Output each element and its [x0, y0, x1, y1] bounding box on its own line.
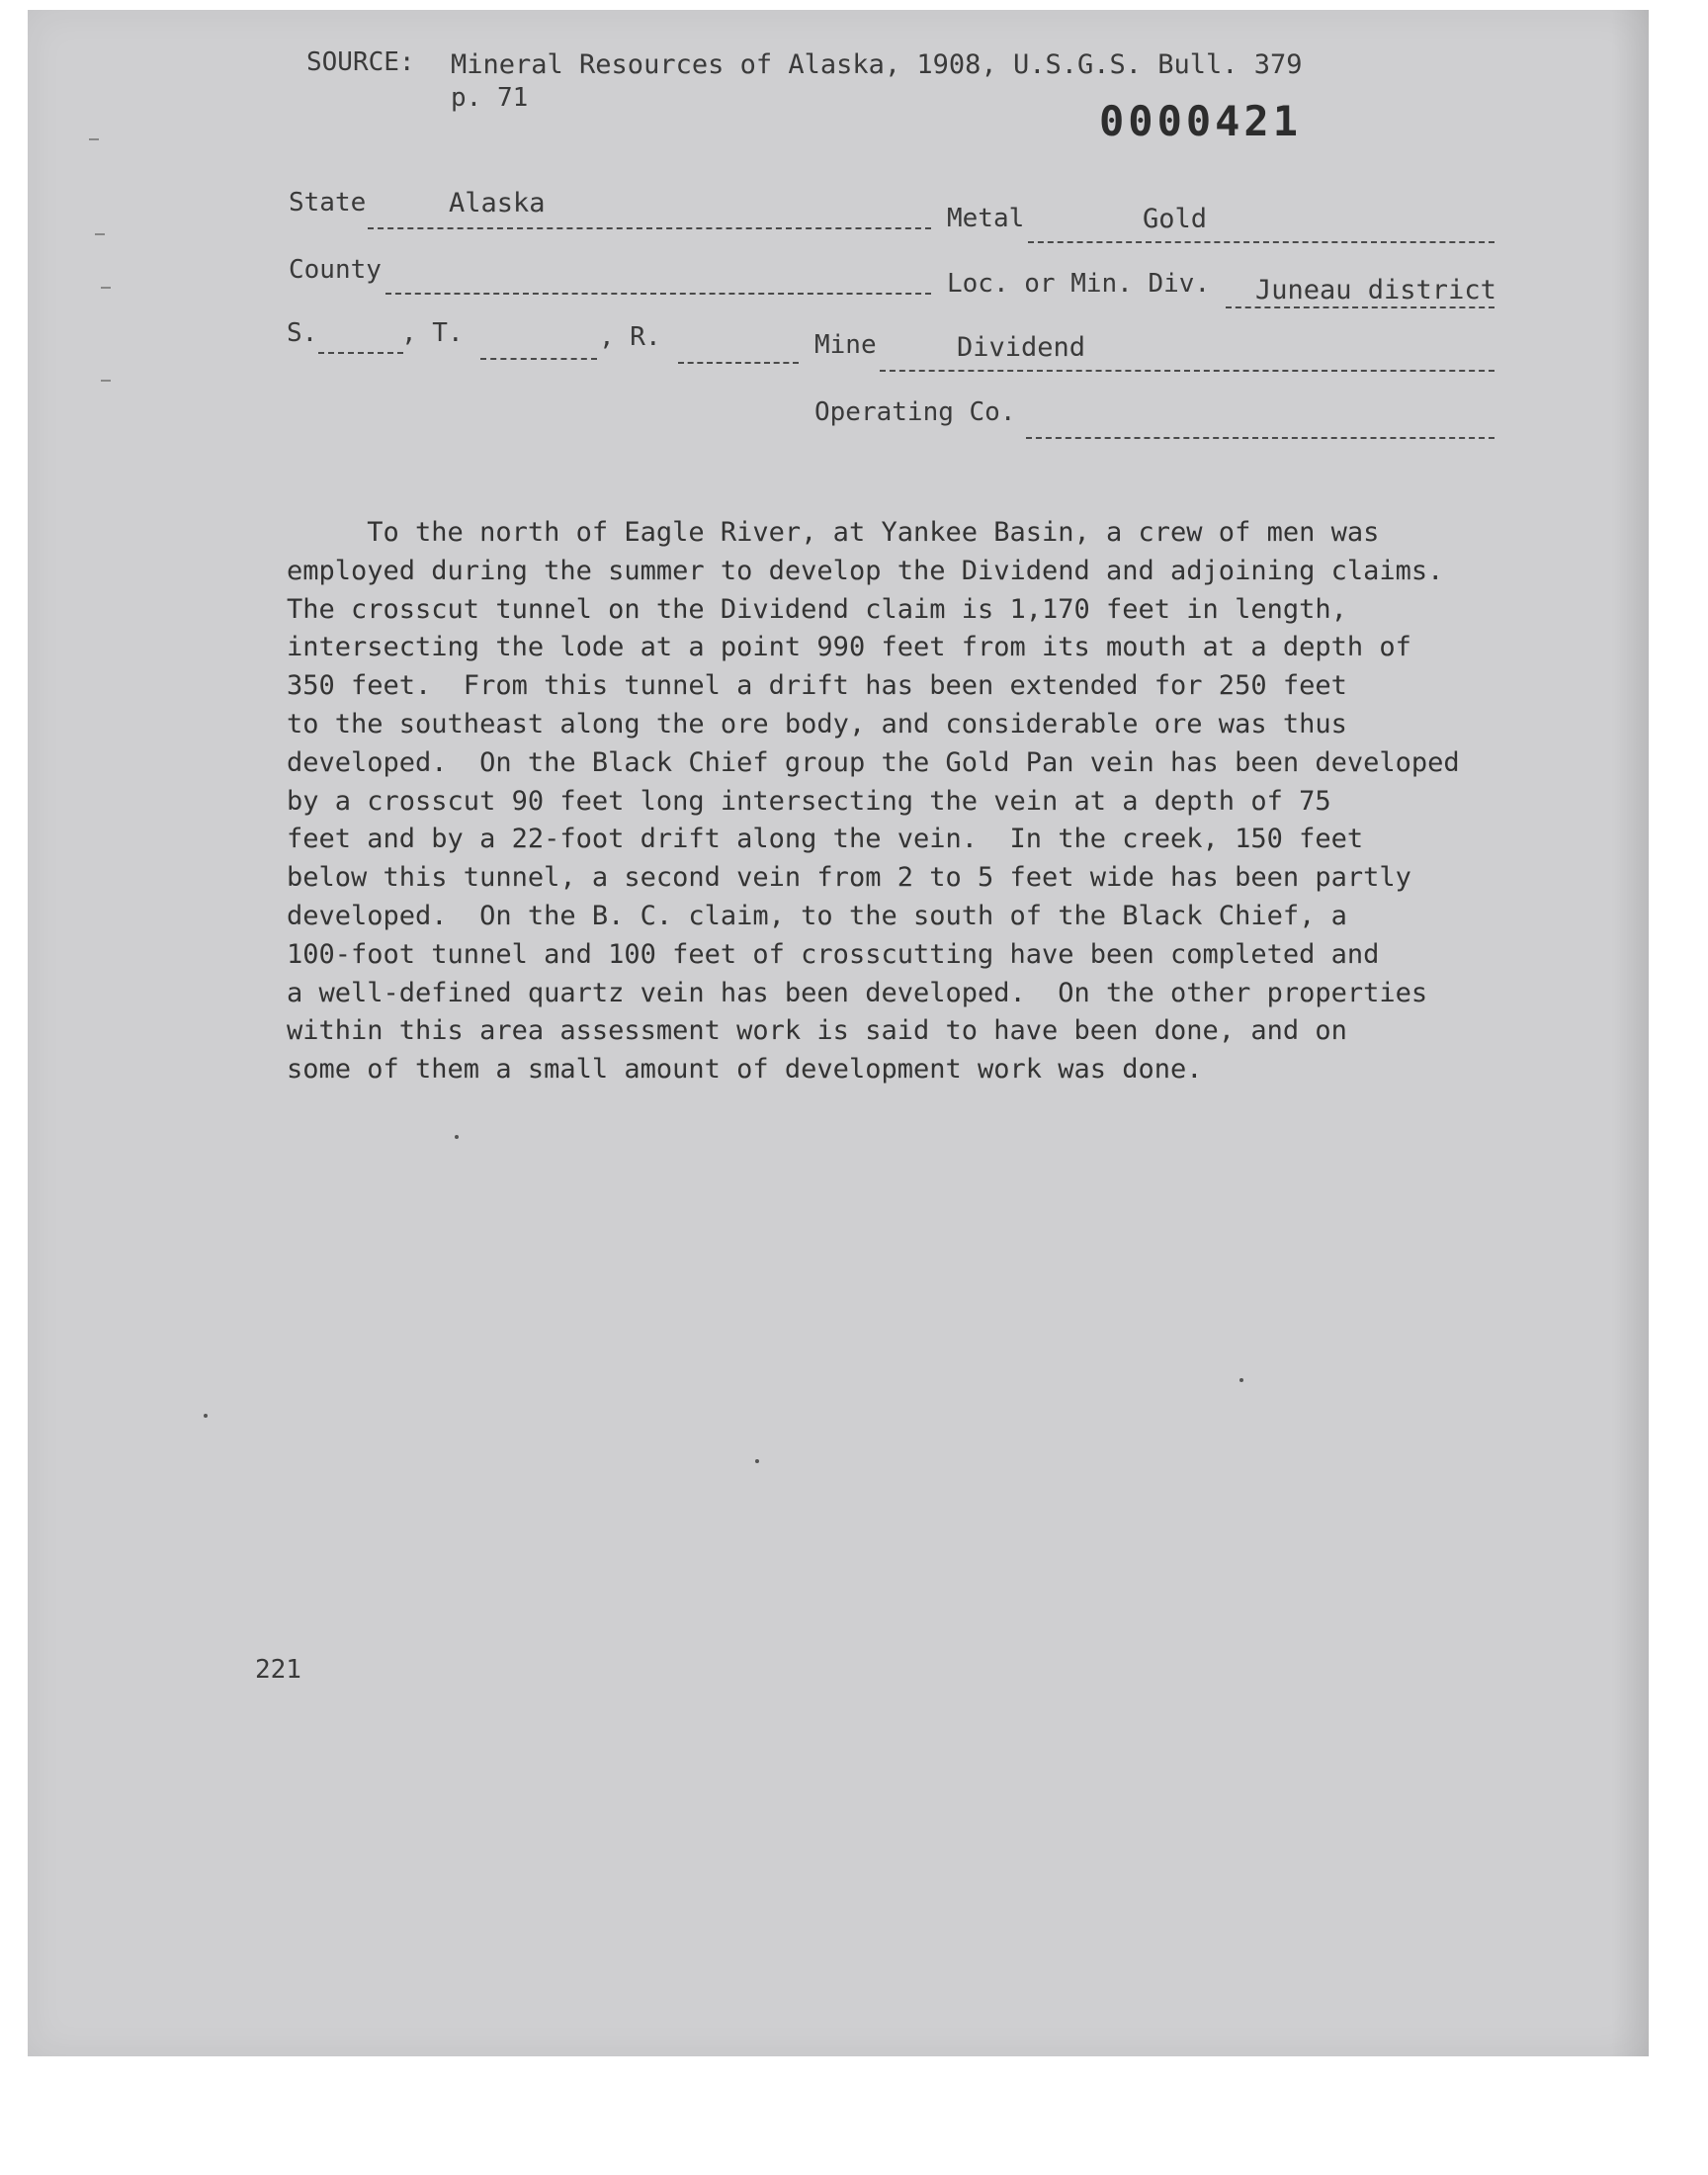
body-line: 350 feet. From this tunnel a drift has been extended for 250 feet	[287, 670, 1347, 702]
margin-mark	[89, 138, 99, 140]
range-label: , R.	[599, 322, 661, 352]
body-line: by a crosscut 90 feet long intersecting the vein at a depth of 75	[287, 785, 1331, 817]
source-page: p. 71	[451, 83, 529, 113]
body-paragraph	[287, 514, 1502, 1089]
county-label: County	[289, 255, 382, 285]
township-underline	[480, 358, 597, 360]
section-label: S.	[287, 318, 318, 348]
body-line: developed. On the Black Chief group the Gold Pan vein has been developed	[287, 746, 1460, 778]
page-number: 221	[255, 1655, 301, 1685]
mine-label: Mine	[814, 330, 877, 360]
margin-mark	[101, 380, 111, 382]
state-label: State	[289, 188, 367, 218]
body-line: within this area assessment work is said to have been done, and on	[287, 1015, 1347, 1047]
paper-speck	[455, 1135, 459, 1139]
body-line: The crosscut tunnel on the Dividend claim is 1,170 feet in length,	[287, 593, 1347, 625]
metal-value: Gold	[1143, 204, 1208, 234]
document-number-stamp: 0000421	[1099, 97, 1303, 145]
county-underline	[385, 293, 931, 295]
body-line: below this tunnel, a second vein from 2 to 5 feet wide has been partly	[287, 862, 1411, 894]
body-line: to the southeast along the ore body, and considerable ore was thus	[287, 708, 1347, 740]
source-citation: Mineral Resources of Alaska, 1908, U.S.G.S. Bull. 379	[451, 49, 1303, 80]
state-underline	[368, 227, 931, 229]
metal-underline	[1028, 241, 1494, 243]
body-line: intersecting the lode at a point 990 feet from its mouth at a depth of	[287, 632, 1411, 663]
paper-speck	[204, 1414, 208, 1418]
loc-underline	[1226, 306, 1494, 308]
state-value: Alaska	[449, 188, 546, 218]
paper-speck	[1239, 1378, 1243, 1382]
body-line: a well-defined quartz vein has been developed. On the other properties	[287, 977, 1428, 1008]
mine-value: Dividend	[957, 332, 1086, 363]
township-label: , T.	[401, 318, 464, 348]
mine-underline	[880, 370, 1494, 372]
body-line: employed during the summer to develop the Dividend and adjoining claims.	[287, 555, 1444, 586]
body-line: feet and by a 22-foot drift along the vein. In the creek, 150 feet	[287, 824, 1364, 855]
section-underline	[318, 352, 403, 354]
body-line: To the north of Eagle River, at Yankee Basin, a crew of men was	[287, 517, 1380, 548]
range-underline	[678, 362, 799, 364]
loc-value: Juneau district	[1255, 275, 1496, 305]
source-label: SOURCE:	[306, 47, 415, 77]
margin-mark	[101, 287, 111, 289]
operating-co-underline	[1026, 437, 1494, 439]
loc-label: Loc. or Min. Div.	[947, 269, 1211, 299]
sheet-edge-shadow	[1611, 10, 1649, 2056]
body-line: developed. On the B. C. claim, to the south of the Black Chief, a	[287, 900, 1347, 931]
operating-co-label: Operating Co.	[814, 397, 1016, 427]
body-line: 100-foot tunnel and 100 feet of crosscutting have been completed and	[287, 938, 1380, 970]
body-line: some of them a small amount of development work was done.	[287, 1054, 1203, 1086]
margin-mark	[95, 233, 105, 235]
paper-speck	[755, 1459, 759, 1463]
metal-label: Metal	[947, 204, 1025, 233]
